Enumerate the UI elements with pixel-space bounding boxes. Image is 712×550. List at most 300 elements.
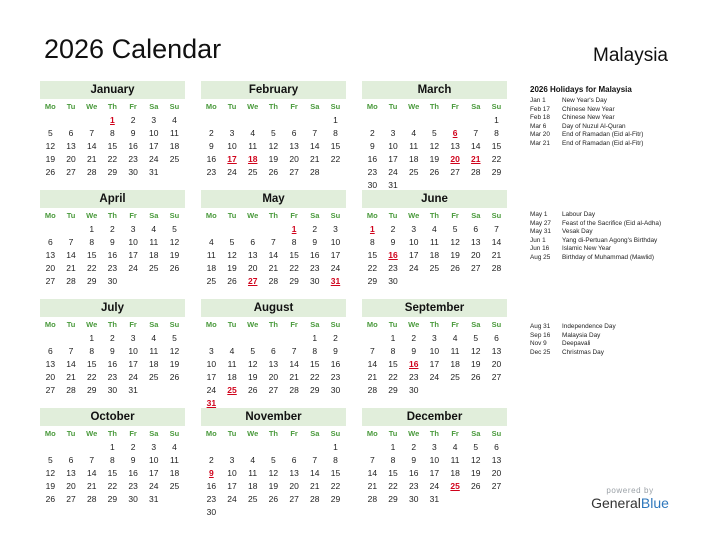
day-cell: 21 <box>310 481 320 491</box>
weekday-label: Su <box>491 102 502 111</box>
month-header: November <box>201 408 346 426</box>
weekday-label: We <box>247 211 259 220</box>
day-cell: 18 <box>169 468 180 478</box>
week-row <box>40 153 185 166</box>
day-cell: 30 <box>388 276 398 286</box>
generalblue-logo <box>588 486 672 511</box>
day-cell: 16 <box>206 481 217 491</box>
holiday-name: Malaysia Day <box>562 331 601 339</box>
empty-day-cell <box>61 441 82 454</box>
day-cell: 5 <box>250 346 256 356</box>
day-cell: 4 <box>172 115 177 125</box>
empty-day-cell <box>263 223 284 236</box>
holiday-entry <box>530 323 705 332</box>
day-cell: 29 <box>388 494 398 504</box>
day-cell: 3 <box>130 333 136 343</box>
day-cell: 3 <box>151 115 157 125</box>
day-cell: 12 <box>429 141 440 151</box>
day-cell: 3 <box>208 346 214 356</box>
week-row <box>201 493 346 506</box>
week-row <box>362 493 507 506</box>
day-cell: 18 <box>408 154 419 164</box>
day-cell: 31 <box>429 494 440 504</box>
weekday-label: Fr <box>129 211 137 220</box>
day-cell: 15 <box>86 359 97 369</box>
weekday-label: Su <box>169 211 180 220</box>
month-header: March <box>362 81 507 99</box>
day-cell: 5 <box>432 128 437 138</box>
month-header: April <box>40 190 185 208</box>
empty-day-cell <box>242 506 263 519</box>
weekday-label: Su <box>330 429 341 438</box>
day-cell: 18 <box>149 359 159 369</box>
week-row <box>201 506 346 519</box>
day-cell: 25 <box>247 167 258 177</box>
week-row <box>40 467 185 480</box>
day-cell: 21 <box>310 154 320 164</box>
day-cell: 14 <box>367 359 378 369</box>
weekday-label: Tu <box>388 320 398 329</box>
day-cell: 18 <box>227 372 237 382</box>
day-cell: 30 <box>310 276 320 286</box>
day-cell: 3 <box>432 442 437 452</box>
day-cell: 31 <box>149 494 159 504</box>
week-row <box>201 332 346 345</box>
day-cell: 21 <box>66 372 76 382</box>
day-cell: 2 <box>333 333 338 343</box>
holiday-day-cell: 25 <box>227 385 237 395</box>
empty-day-cell <box>222 114 243 127</box>
holiday-date: Feb 18 <box>530 114 550 122</box>
month-header: January <box>40 81 185 99</box>
weekday-label: Sa <box>149 102 159 111</box>
day-cell: 10 <box>149 455 159 465</box>
day-cell: 13 <box>66 141 76 151</box>
week-row <box>201 262 346 275</box>
day-cell: 1 <box>494 115 499 125</box>
week-row <box>362 262 507 275</box>
holiday-name: Labour Day <box>562 211 596 218</box>
day-cell: 24 <box>429 372 440 382</box>
day-cell: 18 <box>149 250 159 260</box>
day-cell: 26 <box>268 167 279 177</box>
holiday-date: Mar 21 <box>530 139 550 147</box>
holiday-entry <box>530 245 705 254</box>
day-cell: 26 <box>471 372 481 382</box>
day-cell: 9 <box>390 237 396 247</box>
day-cell: 23 <box>388 263 398 273</box>
empty-day-cell <box>201 223 222 236</box>
day-cell: 7 <box>89 128 95 138</box>
day-cell: 15 <box>310 359 320 369</box>
weekday-label: Sa <box>149 320 159 329</box>
day-cell: 4 <box>250 455 256 465</box>
day-cell: 12 <box>45 468 56 478</box>
day-cell: 28 <box>367 385 378 395</box>
day-cell: 11 <box>170 455 179 465</box>
empty-day-cell <box>242 223 263 236</box>
week-row <box>362 467 507 480</box>
day-cell: 25 <box>450 372 460 382</box>
day-cell: 8 <box>89 346 95 356</box>
day-cell: 15 <box>491 141 502 151</box>
month-february <box>201 81 346 179</box>
day-cell: 17 <box>149 141 159 151</box>
day-cell: 14 <box>268 250 279 260</box>
empty-day-cell <box>164 166 185 179</box>
day-cell: 19 <box>471 359 481 369</box>
day-cell: 18 <box>450 359 460 369</box>
day-cell: 3 <box>151 442 157 452</box>
day-cell: 7 <box>312 455 318 465</box>
day-cell: 8 <box>89 237 95 247</box>
day-cell: 12 <box>227 250 237 260</box>
day-cell: 27 <box>268 385 279 395</box>
weekday-label: Mo <box>205 429 217 438</box>
holiday-name: Christmas Day <box>562 348 604 356</box>
weekday-row <box>201 427 346 441</box>
holiday-day-cell: 27 <box>247 276 258 286</box>
empty-day-cell <box>445 275 466 288</box>
day-cell: 10 <box>429 346 440 356</box>
empty-day-cell <box>403 275 424 288</box>
weekday-label: Th <box>107 211 117 220</box>
month-header: June <box>362 190 507 208</box>
weekday-label: Su <box>491 429 502 438</box>
day-cell: 18 <box>206 263 217 273</box>
weekday-label: Th <box>107 102 117 111</box>
day-cell: 27 <box>66 494 76 504</box>
day-cell: 28 <box>289 385 299 395</box>
week-row <box>201 384 346 397</box>
week-row <box>40 384 185 397</box>
empty-day-cell <box>424 275 445 288</box>
logo-brand <box>588 495 672 511</box>
day-cell: 10 <box>408 237 419 247</box>
day-cell: 3 <box>411 224 417 234</box>
day-cell: 9 <box>333 346 338 356</box>
day-cell: 5 <box>473 442 479 452</box>
holiday-name: Deepavali <box>562 340 591 348</box>
day-cell: 15 <box>388 468 398 478</box>
day-cell: 27 <box>66 167 76 177</box>
day-cell: 17 <box>227 481 237 491</box>
day-cell: 3 <box>432 333 437 343</box>
day-cell: 27 <box>45 276 56 286</box>
day-cell: 23 <box>128 481 138 491</box>
day-cell: 8 <box>494 128 499 138</box>
weekday-label: Su <box>330 211 341 220</box>
holiday-day-cell: 17 <box>227 154 237 164</box>
day-cell: 9 <box>411 346 417 356</box>
day-cell: 12 <box>169 346 180 356</box>
day-cell: 16 <box>330 359 341 369</box>
week-row <box>40 441 185 454</box>
day-cell: 2 <box>390 224 396 234</box>
day-cell: 6 <box>68 128 74 138</box>
day-cell: 23 <box>206 494 217 504</box>
day-cell: 1 <box>110 442 115 452</box>
day-cell: 17 <box>429 468 440 478</box>
day-cell: 29 <box>330 494 341 504</box>
day-cell: 1 <box>312 333 318 343</box>
day-cell: 6 <box>68 455 74 465</box>
day-cell: 30 <box>408 385 419 395</box>
day-cell: 19 <box>169 359 180 369</box>
day-cell: 5 <box>47 128 53 138</box>
page-title: 2026 Calendar <box>44 34 222 64</box>
day-cell: 15 <box>388 359 398 369</box>
day-cell: 20 <box>66 154 76 164</box>
empty-day-cell <box>143 384 164 397</box>
holiday-list-q1 <box>530 85 705 149</box>
day-cell: 28 <box>268 276 279 286</box>
holiday-entry <box>530 97 705 106</box>
week-row <box>201 345 346 358</box>
day-cell: 24 <box>429 481 440 491</box>
day-cell: 4 <box>151 224 157 234</box>
day-cell: 2 <box>208 128 214 138</box>
day-cell: 24 <box>128 372 138 382</box>
weekday-label: Tu <box>66 429 76 438</box>
day-cell: 16 <box>107 250 118 260</box>
weekday-label: Mo <box>44 320 56 329</box>
day-cell: 16 <box>128 468 138 478</box>
holiday-name: Vesak Day <box>562 228 593 236</box>
day-cell: 19 <box>227 263 237 273</box>
day-cell: 19 <box>268 481 279 491</box>
holiday-name: Chinese New Year <box>562 114 615 122</box>
day-cell: 1 <box>89 224 95 234</box>
day-cell: 2 <box>312 224 318 234</box>
weekday-label: Mo <box>366 102 378 111</box>
day-cell: 4 <box>151 333 157 343</box>
logo-brand-general: General <box>591 495 641 511</box>
day-cell: 24 <box>227 494 237 504</box>
weekday-label: Sa <box>310 102 320 111</box>
empty-day-cell <box>61 223 82 236</box>
week-row <box>201 140 346 153</box>
day-cell: 25 <box>408 167 419 177</box>
empty-day-cell <box>284 506 305 519</box>
day-cell: 9 <box>411 455 417 465</box>
day-cell: 10 <box>388 141 398 151</box>
weekday-label: We <box>408 320 420 329</box>
day-cell: 11 <box>450 455 460 465</box>
day-cell: 2 <box>208 455 214 465</box>
holiday-day-cell: 18 <box>247 154 258 164</box>
day-cell: 28 <box>86 167 97 177</box>
day-cell: 7 <box>312 128 318 138</box>
day-cell: 19 <box>45 481 56 491</box>
week-row <box>362 127 507 140</box>
day-cell: 2 <box>411 333 417 343</box>
weekday-label: Tu <box>227 211 237 220</box>
logo-powered-by: powered by <box>606 486 654 495</box>
weekday-label: Fr <box>451 102 459 111</box>
holiday-day-cell: 31 <box>330 276 341 286</box>
empty-day-cell <box>40 223 61 236</box>
weekday-label: Mo <box>366 320 378 329</box>
day-cell: 10 <box>330 237 341 247</box>
weekday-label: We <box>247 320 259 329</box>
holiday-date: Sep 16 <box>530 331 551 339</box>
day-cell: 26 <box>471 481 481 491</box>
day-cell: 17 <box>128 250 138 260</box>
week-row <box>201 127 346 140</box>
weekday-label: Sa <box>310 429 320 438</box>
weekday-row <box>201 318 346 332</box>
week-row <box>40 262 185 275</box>
day-cell: 31 <box>388 180 398 190</box>
day-cell: 18 <box>429 250 440 260</box>
day-cell: 30 <box>128 494 138 504</box>
weekday-label: Fr <box>129 102 137 111</box>
day-cell: 28 <box>471 167 481 177</box>
empty-day-cell <box>222 441 243 454</box>
day-cell: 28 <box>367 494 378 504</box>
day-cell: 24 <box>227 167 237 177</box>
empty-day-cell <box>445 384 466 397</box>
day-cell: 27 <box>45 385 56 395</box>
day-cell: 1 <box>333 115 338 125</box>
weekday-label: We <box>86 211 98 220</box>
day-cell: 22 <box>330 154 341 164</box>
weekday-label: Tu <box>227 102 237 111</box>
day-cell: 14 <box>471 141 481 151</box>
holiday-entry <box>530 237 705 246</box>
day-cell: 21 <box>66 263 76 273</box>
day-cell: 31 <box>149 167 159 177</box>
day-cell: 10 <box>128 237 138 247</box>
holiday-name: End of Ramadan (Eid al-Fitr) <box>562 139 644 147</box>
weekday-label: Sa <box>310 211 320 220</box>
empty-day-cell <box>143 275 164 288</box>
week-row <box>40 249 185 262</box>
day-cell: 20 <box>491 468 502 478</box>
weekday-label: Tu <box>66 102 76 111</box>
empty-day-cell <box>304 506 325 519</box>
day-cell: 10 <box>149 128 159 138</box>
holiday-date: May 27 <box>530 219 551 227</box>
weekday-row <box>40 318 185 332</box>
day-cell: 20 <box>45 372 56 382</box>
day-cell: 1 <box>333 442 338 452</box>
day-cell: 21 <box>367 481 378 491</box>
week-row <box>362 358 507 371</box>
holiday-day-cell: 9 <box>208 468 214 478</box>
month-august <box>201 299 346 410</box>
weekday-label: Mo <box>366 211 378 220</box>
day-cell: 11 <box>248 468 258 478</box>
day-cell: 22 <box>86 372 97 382</box>
day-cell: 26 <box>268 494 279 504</box>
day-cell: 25 <box>169 481 180 491</box>
day-cell: 30 <box>408 494 419 504</box>
holiday-day-cell: 20 <box>450 154 460 164</box>
day-cell: 7 <box>68 237 74 247</box>
weekday-label: Fr <box>129 429 137 438</box>
day-cell: 13 <box>66 468 76 478</box>
week-row <box>362 371 507 384</box>
day-cell: 12 <box>471 346 481 356</box>
day-cell: 11 <box>170 128 179 138</box>
day-cell: 16 <box>310 250 320 260</box>
month-header: August <box>201 299 346 317</box>
empty-day-cell <box>263 441 284 454</box>
day-cell: 28 <box>491 263 502 273</box>
day-cell: 21 <box>268 263 279 273</box>
day-cell: 23 <box>330 372 341 382</box>
day-cell: 21 <box>86 154 97 164</box>
day-cell: 7 <box>271 237 276 247</box>
day-cell: 11 <box>409 141 419 151</box>
weekday-label: Th <box>107 320 117 329</box>
day-cell: 4 <box>411 128 417 138</box>
day-cell: 17 <box>330 250 341 260</box>
empty-day-cell <box>284 441 305 454</box>
day-cell: 5 <box>473 333 479 343</box>
day-cell: 14 <box>66 250 76 260</box>
day-cell: 1 <box>89 333 95 343</box>
weekday-label: Th <box>429 102 439 111</box>
day-cell: 2 <box>369 128 375 138</box>
day-cell: 23 <box>408 372 419 382</box>
day-cell: 29 <box>367 276 378 286</box>
holiday-name: Day of Nuzul Al-Quran <box>562 122 626 130</box>
week-row <box>362 454 507 467</box>
week-row <box>40 236 185 249</box>
day-cell: 11 <box>227 359 237 369</box>
empty-day-cell <box>263 332 284 345</box>
holiday-name: Yang di-Pertuan Agong's Birthday <box>562 236 658 244</box>
empty-day-cell <box>61 114 82 127</box>
week-row <box>362 345 507 358</box>
day-cell: 27 <box>491 481 502 491</box>
weekday-label: Mo <box>205 320 217 329</box>
day-cell: 28 <box>310 167 320 177</box>
day-cell: 30 <box>330 385 341 395</box>
day-cell: 12 <box>471 455 481 465</box>
month-header: July <box>40 299 185 317</box>
holiday-entry <box>530 140 705 149</box>
holiday-date: Jun 1 <box>530 236 546 244</box>
month-header: May <box>201 190 346 208</box>
day-cell: 23 <box>367 167 378 177</box>
holiday-day-cell: 1 <box>110 115 115 125</box>
weekday-label: We <box>86 102 98 111</box>
day-cell: 28 <box>310 494 320 504</box>
holiday-entry <box>530 211 705 220</box>
day-cell: 13 <box>45 250 56 260</box>
empty-day-cell <box>325 506 346 519</box>
empty-day-cell <box>40 441 61 454</box>
holiday-date: Aug 25 <box>530 253 551 261</box>
day-cell: 7 <box>369 455 375 465</box>
week-row <box>362 223 507 236</box>
week-row <box>201 249 346 262</box>
day-cell: 4 <box>432 224 437 234</box>
holiday-entry <box>530 114 705 123</box>
day-cell: 25 <box>247 494 258 504</box>
empty-day-cell <box>284 332 305 345</box>
day-cell: 14 <box>86 468 97 478</box>
day-cell: 29 <box>310 385 320 395</box>
day-cell: 18 <box>247 481 258 491</box>
empty-day-cell <box>304 114 325 127</box>
day-cell: 8 <box>291 237 297 247</box>
weekday-row <box>362 209 507 223</box>
